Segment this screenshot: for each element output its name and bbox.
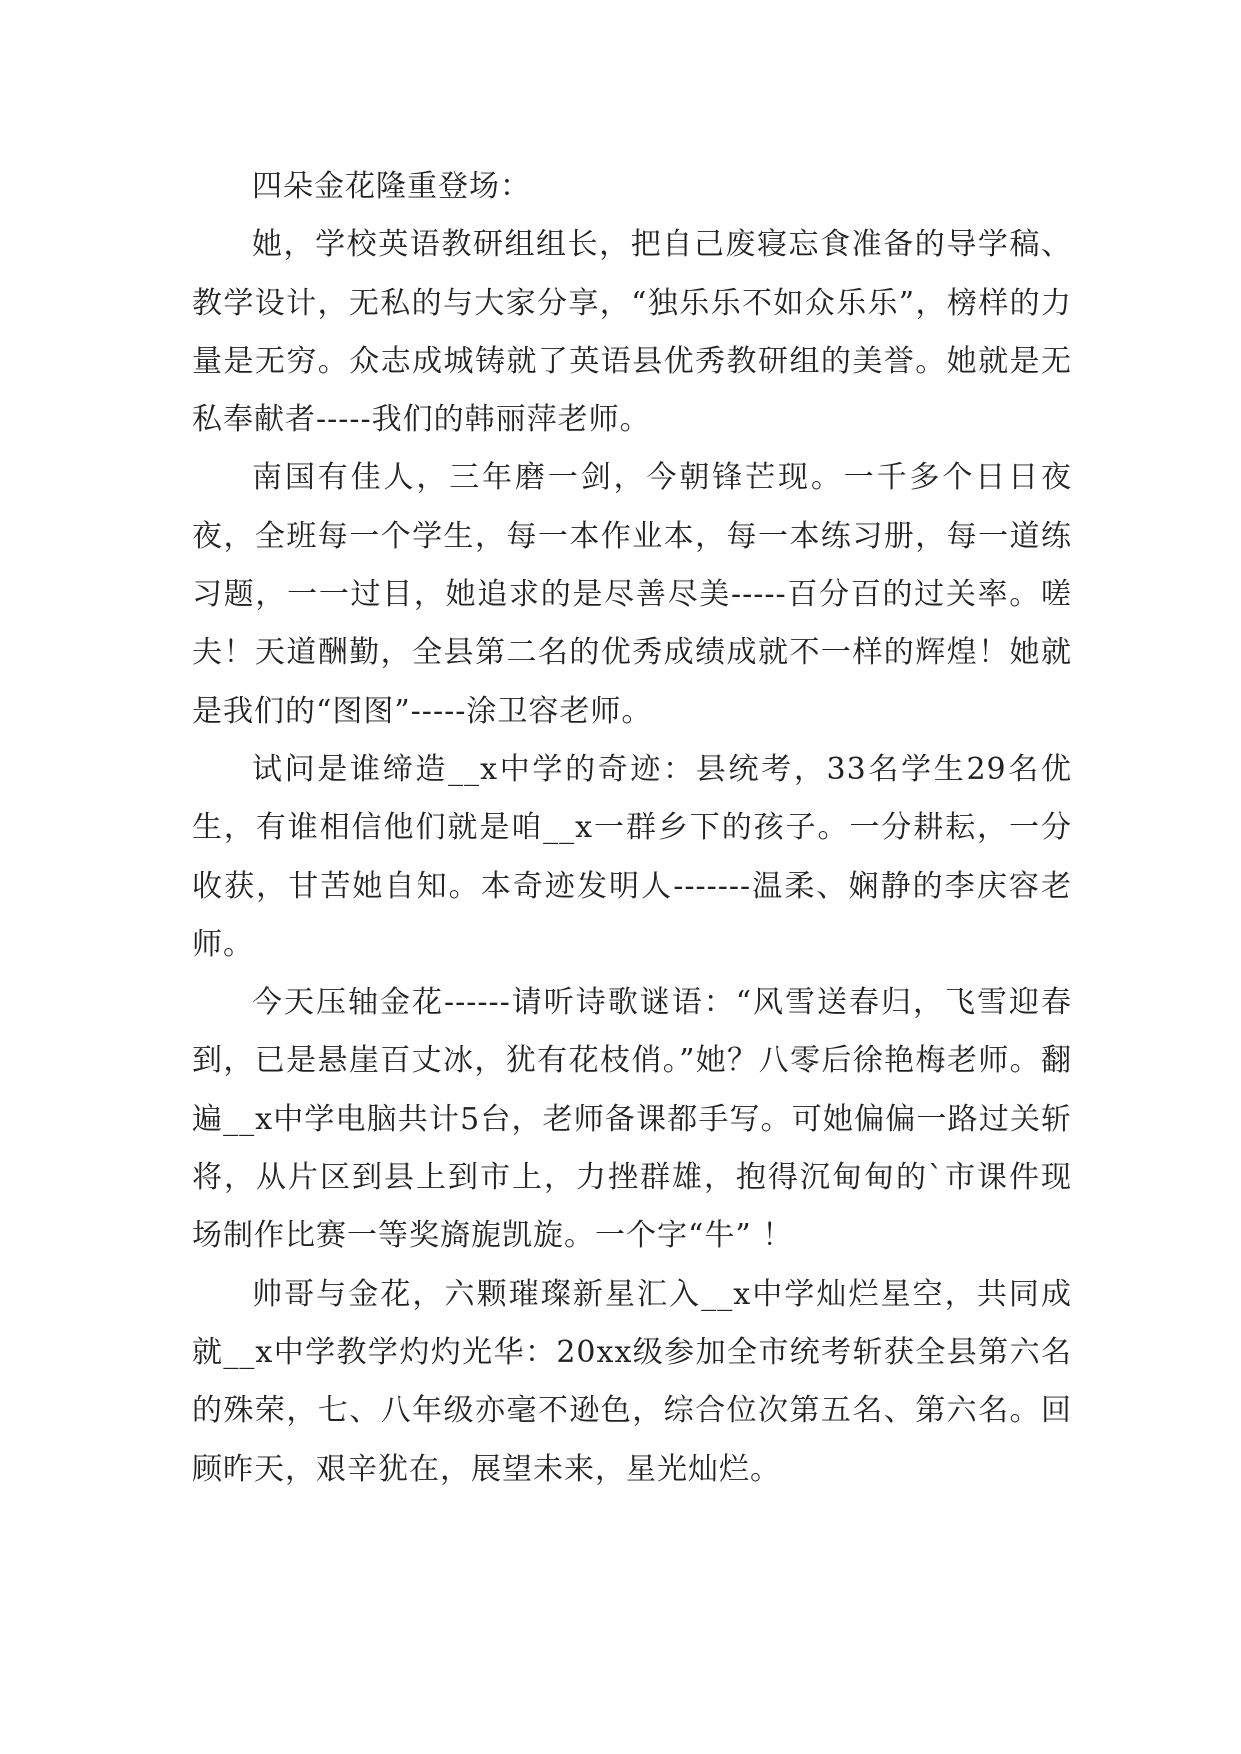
paragraph-4: 试问是谁缔造__x中学的奇迹：县统考，33名学生29名优生，有谁相信他们就是咱__x一群乡下的孩子。一分耕耘，一分收获，甘苦她自知。本奇迹发明人-------温柔、娴静的李庆容老师。 <box>192 751 1072 962</box>
paragraph-2: 她，学校英语教研组组长，把自己废寝忘食准备的导学稿、教学设计，无私的与大家分享，“独乐乐不如众乐乐”，榜样的力量是无穷。众志成城铸就了英语县优秀教研组的美誉。她就是无私奉献者-----我们的韩丽萍老师。 <box>192 227 1072 438</box>
paragraph-1: 四朵金花隆重登场： <box>252 169 531 204</box>
paragraph-6: 帅哥与金花，六颗璀璨新星汇入__x中学灿烂星空，共同成就__x中学教学灼灼光华：20xx级参加全市统考斩获全县第六名的殊荣，七、八年级亦毫不逊色，综合位次第五名、第六名。回顾昨天，艰辛犹在，展望未来，星光灿烂。 <box>192 1276 1072 1487</box>
document-body <box>192 158 1072 1499</box>
paragraph-3: 南国有佳人，三年磨一剑，今朝锋芒现。一千多个日日夜夜，全班每一个学生，每一本作业本，每一本练习册，每一道练习题，一一过目，她追求的是尽善尽美-----百分百的过关率。嗟夫！天道酬勤，全县第二名的优秀成绩成就不一样的辉煌！她就是我们的“图图”-----涂卫容老师。 <box>192 460 1072 729</box>
paragraph-5: 今天压轴金花------请听诗歌谜语：“风雪送春归，飞雪迎春到，已是悬崖百丈冰，犹有花枝俏。”她？八零后徐艳梅老师。翻遍__x中学电脑共计5台，老师备课都手写。可她偏偏一路过关斩将，从片区到县上到市上，力挫群雄，抱得沉甸甸的`市课件现场制作比赛一等奖旖旎凯旋。一个字“牛” ！ <box>192 985 1072 1254</box>
